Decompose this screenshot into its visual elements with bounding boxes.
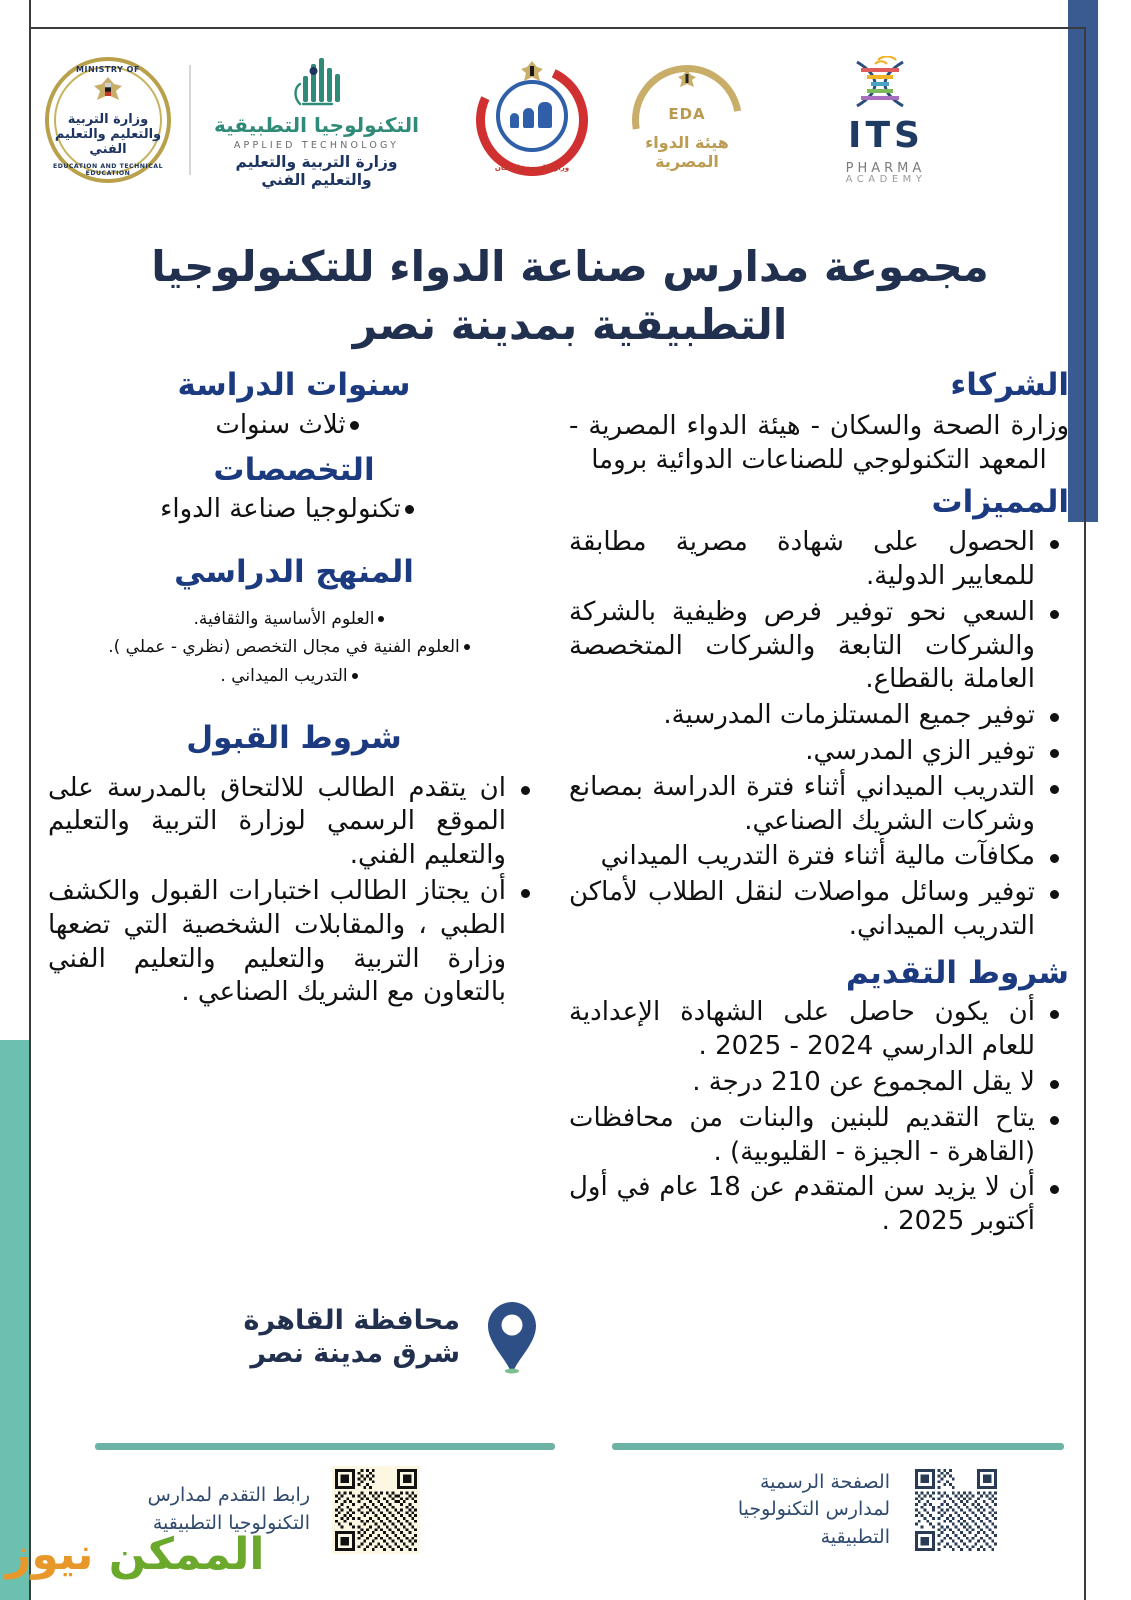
page-title: مجموعة مدارس صناعة الدواء للتكنولوجيا التطبيقية بمدينة نصر xyxy=(151,242,989,349)
map-pin-icon xyxy=(484,1300,540,1374)
seal-english-bottom: EDUCATION AND TECHNICAL EDUCATION xyxy=(52,163,164,177)
official-page-footer-item[interactable] xyxy=(690,1466,1000,1554)
frame-line-right xyxy=(1084,28,1086,1600)
list-item: يتاح التقديم للبنين والبنات من محافظات (القاهرة - الجيزة - القليوبية) . xyxy=(569,1102,1069,1170)
eda-eagle-icon xyxy=(674,69,700,95)
section-heading-features: المميزات xyxy=(931,484,1069,521)
list-item: توفير وسائل مواصلات لنقل الطلاب لأماكن التدريب الميداني. xyxy=(569,876,1069,944)
list-item-label: تكنولوجيا صناعة الدواء xyxy=(160,494,401,525)
dna-helix-icon xyxy=(847,56,925,112)
application-conditions-list xyxy=(569,996,1069,1239)
list-item xyxy=(48,493,540,527)
list-item: أن يكون حاصل على الشهادة الإعدادية للعام الدارسي 2024 - 2025 . xyxy=(569,996,1069,1064)
ministry-of-health-icon xyxy=(476,64,588,176)
logo-strip xyxy=(45,45,1070,195)
egyptian-drug-authority-logo xyxy=(628,61,746,179)
family-figures-icon xyxy=(510,102,552,128)
its-pharma-academy-logo xyxy=(776,56,996,185)
seal-arabic-text: وزارة التربية والتعليم والتعليم الفني xyxy=(54,112,162,157)
eda-arabic-name: هيئة الدواء المصرية xyxy=(645,133,729,171)
decorative-blue-bar xyxy=(1068,0,1098,522)
its-brand-text: ITS xyxy=(848,114,924,156)
section-heading-partners: الشركاء xyxy=(950,367,1069,403)
watermark xyxy=(6,1529,265,1580)
features-list xyxy=(569,526,1069,944)
specializations-list xyxy=(48,493,540,527)
list-item: لا يقل المجموع عن 210 درجة . xyxy=(569,1066,1069,1100)
list-item xyxy=(48,606,540,632)
applied-technology-ministry-line: وزارة التربية والتعليم والتعليم الفني xyxy=(235,152,398,189)
study-years-list xyxy=(48,409,540,443)
its-pharma-text: PHARMA xyxy=(845,160,926,176)
list-item: توفير جميع المستلزمات المدرسية. xyxy=(569,699,1069,733)
list-item: أن يجتاز الطالب اختبارات القبول والكشف الطبي ، والمقابلات الشخصية التي تضعها وزارة التربية والتعليم والتعليم الفني بالتعاون مع الشريك الصناعي . xyxy=(48,875,540,1010)
list-item-label: ثلاث سنوات xyxy=(215,409,346,440)
list-item: توفير الزي المدرسي. xyxy=(569,735,1069,769)
eda-icon xyxy=(628,61,746,179)
logo-divider xyxy=(189,65,191,175)
ministry-of-health-arabic-label: وزارة الصحة والسكان xyxy=(494,164,570,172)
list-item: مكافآت مالية أثناء فترة التدريب الميداني xyxy=(569,840,1069,874)
section-heading-study-years: سنوات الدراسة xyxy=(177,367,411,403)
right-column xyxy=(569,366,1069,1247)
list-item-label: التدريب الميداني . xyxy=(220,665,348,686)
watermark-orange-text: نيوز xyxy=(6,1529,94,1580)
list-item: الحصول على شهادة مصرية مطابقة للمعايير الدولية. xyxy=(569,526,1069,594)
applied-technology-logo xyxy=(209,52,424,189)
location-line-1: محافظة القاهرة xyxy=(243,1304,460,1336)
eagle-emblem-icon xyxy=(88,75,128,111)
frame-line-top xyxy=(29,27,1086,29)
bullet-dot xyxy=(464,644,470,650)
its-academy-text: ACADEMY xyxy=(845,173,927,185)
list-item xyxy=(48,409,540,443)
decorative-teal-bar xyxy=(0,1040,30,1600)
location-text xyxy=(244,1304,461,1371)
watermark-green-text: الممكن xyxy=(108,1529,265,1580)
applied-technology-arabic-title: التكنولوجيا التطبيقية xyxy=(214,112,419,137)
frame-line-left xyxy=(29,0,31,1600)
bullet-dot xyxy=(350,421,359,430)
official-page-label: الصفحة الرسمية لمدارس التكنولوجيا التطبيقية xyxy=(737,1470,890,1548)
bullet-dot xyxy=(378,616,384,622)
section-heading-curriculum: المنهج الدراسي xyxy=(174,554,414,591)
health-eagle-icon xyxy=(517,60,547,88)
qr-code-official-page-icon[interactable] xyxy=(912,1466,1000,1554)
location-line-2: شرق مدينة نصر xyxy=(250,1338,460,1369)
list-item: السعي نحو توفير فرص وظيفية بالشركة والشركات التابعة والشركات المتخصصة العاملة بالقطاع. xyxy=(569,596,1069,697)
list-item xyxy=(48,634,540,660)
section-heading-application-conditions: شروط التقديم xyxy=(845,954,1069,991)
ministry-of-education-seal-logo xyxy=(45,57,171,183)
list-item-label: العلوم الأساسية والثقافية. xyxy=(193,608,375,629)
application-link-label: رابط التقدم لمدارس التكنولوجيا التطبيقية xyxy=(147,1484,310,1534)
list-item: ان يتقدم الطالب للالتحاق بالمدرسة على الموقع الرسمي لوزارة التربية والتعليم والتعليم الفني. xyxy=(48,772,540,873)
list-item: التدريب الميداني أثناء فترة الدراسة بمصانع وشركات الشريك الصناعي. xyxy=(569,771,1069,839)
bullet-dot xyxy=(405,505,414,514)
list-item: أن لا يزيد سن المتقدم عن 18 عام في أول أكتوبر 2025 . xyxy=(569,1171,1069,1239)
eda-abbreviation: EDA xyxy=(668,105,706,123)
section-heading-admission-conditions: شروط القبول xyxy=(186,719,402,756)
list-item-label: العلوم الفنية في مجال التخصص (نظري - عملي ). xyxy=(108,637,460,658)
section-heading-specializations: التخصصات xyxy=(213,451,375,488)
moe-seal-icon xyxy=(45,57,171,183)
applied-technology-hand-icon xyxy=(286,52,348,108)
bullet-dot xyxy=(352,673,358,679)
qr-code-application-link-icon[interactable] xyxy=(332,1466,420,1554)
left-column xyxy=(48,366,540,1018)
footer-divider-right xyxy=(612,1443,1064,1450)
curriculum-list xyxy=(48,606,540,689)
footer-divider-left xyxy=(95,1443,555,1450)
ministry-of-health-logo xyxy=(476,64,588,176)
admission-conditions-list xyxy=(48,772,540,1011)
seal-english-top: MINISTRY OF xyxy=(76,65,140,74)
applied-technology-english-title: APPLIED TECHNOLOGY xyxy=(233,139,400,151)
list-item xyxy=(48,663,540,689)
location-block xyxy=(150,1300,540,1374)
partners-text: وزارة الصحة والسكان - هيئة الدواء المصرية - المعهد التكنولوجي للصناعات الدوائية بروما xyxy=(569,410,1069,476)
